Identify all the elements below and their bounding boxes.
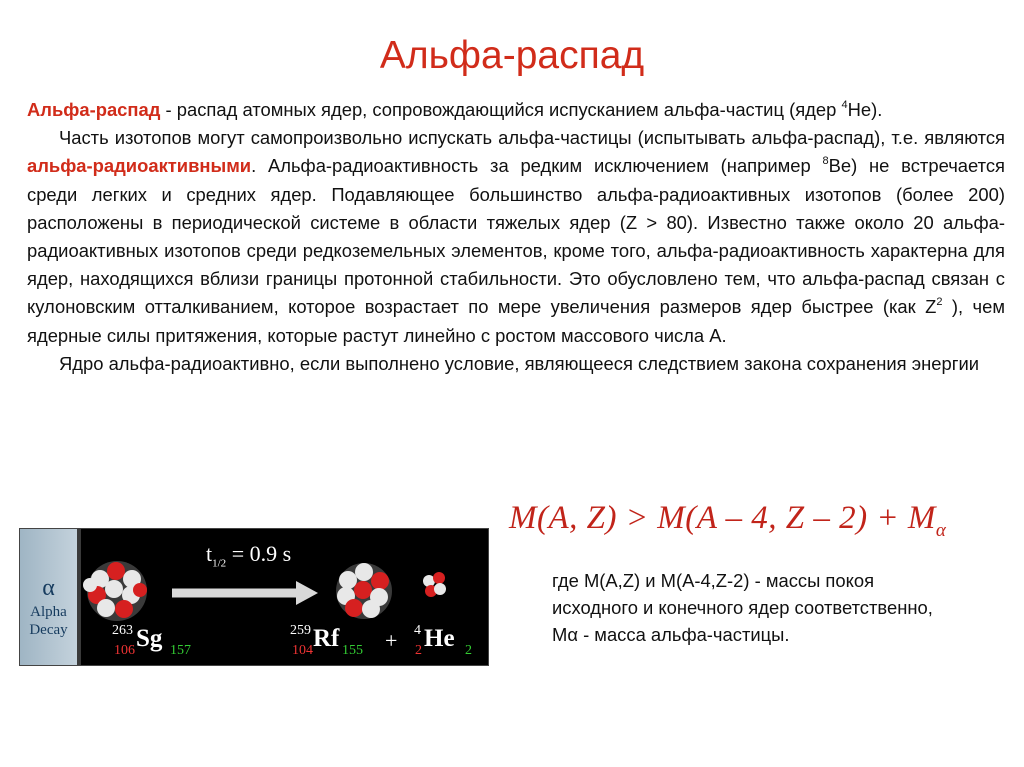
half-life-sub: 1/2 bbox=[212, 557, 227, 570]
half-life-t: t bbox=[206, 541, 213, 566]
formula-subscript: α bbox=[935, 520, 947, 541]
formula-main: M(A, Z) > M(A – 4, Z – 2) + M bbox=[509, 500, 936, 536]
daughter-nucleus-icon bbox=[336, 563, 392, 619]
daughter-atomic-number: 104 bbox=[292, 643, 313, 658]
term-alpha-radioactive: альфа-радиоактивными bbox=[27, 155, 252, 177]
decay-arrow-head bbox=[296, 581, 318, 605]
daughter-mass-number: 259 bbox=[290, 623, 311, 638]
label-line-1: Alpha bbox=[30, 604, 67, 620]
alpha-atomic-number: 2 bbox=[415, 643, 422, 658]
isotopes-text-b: . Альфа-радиоактивность за редким исключением (например bbox=[251, 155, 823, 177]
parent-nucleus-icon bbox=[83, 561, 147, 621]
z-power-superscript: 2 bbox=[936, 296, 943, 309]
term-alpha-decay: Альфа-распад bbox=[27, 99, 161, 120]
daughter-symbol: Rf bbox=[313, 625, 340, 652]
isotopes-text-a: Часть изотопов могут самопроизвольно испускать альфа-частицы (испытывать альфа-распад), т.е. являются bbox=[59, 127, 1005, 149]
definition-tail: He). bbox=[847, 99, 883, 120]
paragraph-condition: Ядро альфа-радиоактивно, если выполнено условие, являющееся следствием закона сохранения энергии bbox=[59, 352, 979, 374]
paragraph-definition bbox=[27, 96, 1005, 124]
alpha-symbol: α bbox=[42, 575, 55, 601]
alpha-mass-number: 4 bbox=[414, 623, 421, 638]
mass-number-superscript: 4 bbox=[841, 98, 848, 111]
explanation-text-a: где M(A,Z) и M(A-4,Z-2) - массы покоя исходного и конечного ядер соответственно, M bbox=[552, 570, 933, 645]
explanation-text-b: - масса альфа-частицы. bbox=[577, 624, 790, 645]
definition-text: - распад атомных ядер, сопровождающийся испусканием альфа-частиц (ядер bbox=[160, 99, 842, 120]
parent-neutron-number: 157 bbox=[170, 643, 191, 658]
parent-atomic-number: 106 bbox=[114, 643, 135, 658]
isotopes-text-c: Be) не встречается среди легких и средних ядер. Подавляющее большинство альфа-радиоактивных изотопов (более 200) расположены в периодической системе в области тяжелых ядер (Z > 80). Известно также около 20 альфа-радиоактивных изотопов среди редкоземельных элементов, кроме того, альфа-радиоактивность характерна для ядер, находящихся вблизи границы протонной стабильности. Это обусловлено тем, что альфа-распад связан с кулоновским отталкиванием, которое возрастает по мере увеличения размеров ядер быстрее (как Z bbox=[27, 155, 1005, 318]
plus-sign: + bbox=[385, 628, 398, 653]
alpha-particle-icon bbox=[423, 572, 446, 597]
parent-symbol: Sg bbox=[136, 625, 163, 652]
alpha-symbol-he: He bbox=[424, 625, 455, 652]
label-line-2: Decay bbox=[29, 622, 68, 638]
paragraph-isotopes bbox=[27, 124, 1005, 350]
daughter-neutron-number: 155 bbox=[342, 643, 363, 658]
decay-condition-formula bbox=[509, 500, 997, 541]
half-life-value: = 0.9 s bbox=[226, 541, 292, 566]
isotopes-text-d: ), чем ядерные силы притяжения, которые растут линейно с ростом массового числа А. bbox=[27, 296, 1005, 346]
parent-mass-number: 263 bbox=[112, 623, 133, 638]
slide-title: Альфа-распад bbox=[379, 34, 645, 77]
alpha-neutron-number: 2 bbox=[465, 643, 472, 658]
be-mass-superscript: 8 bbox=[822, 155, 829, 168]
explanation-alpha: α bbox=[567, 624, 578, 645]
alpha-decay-figure bbox=[19, 528, 489, 666]
formula-explanation bbox=[552, 567, 962, 648]
body-text bbox=[27, 96, 1005, 378]
